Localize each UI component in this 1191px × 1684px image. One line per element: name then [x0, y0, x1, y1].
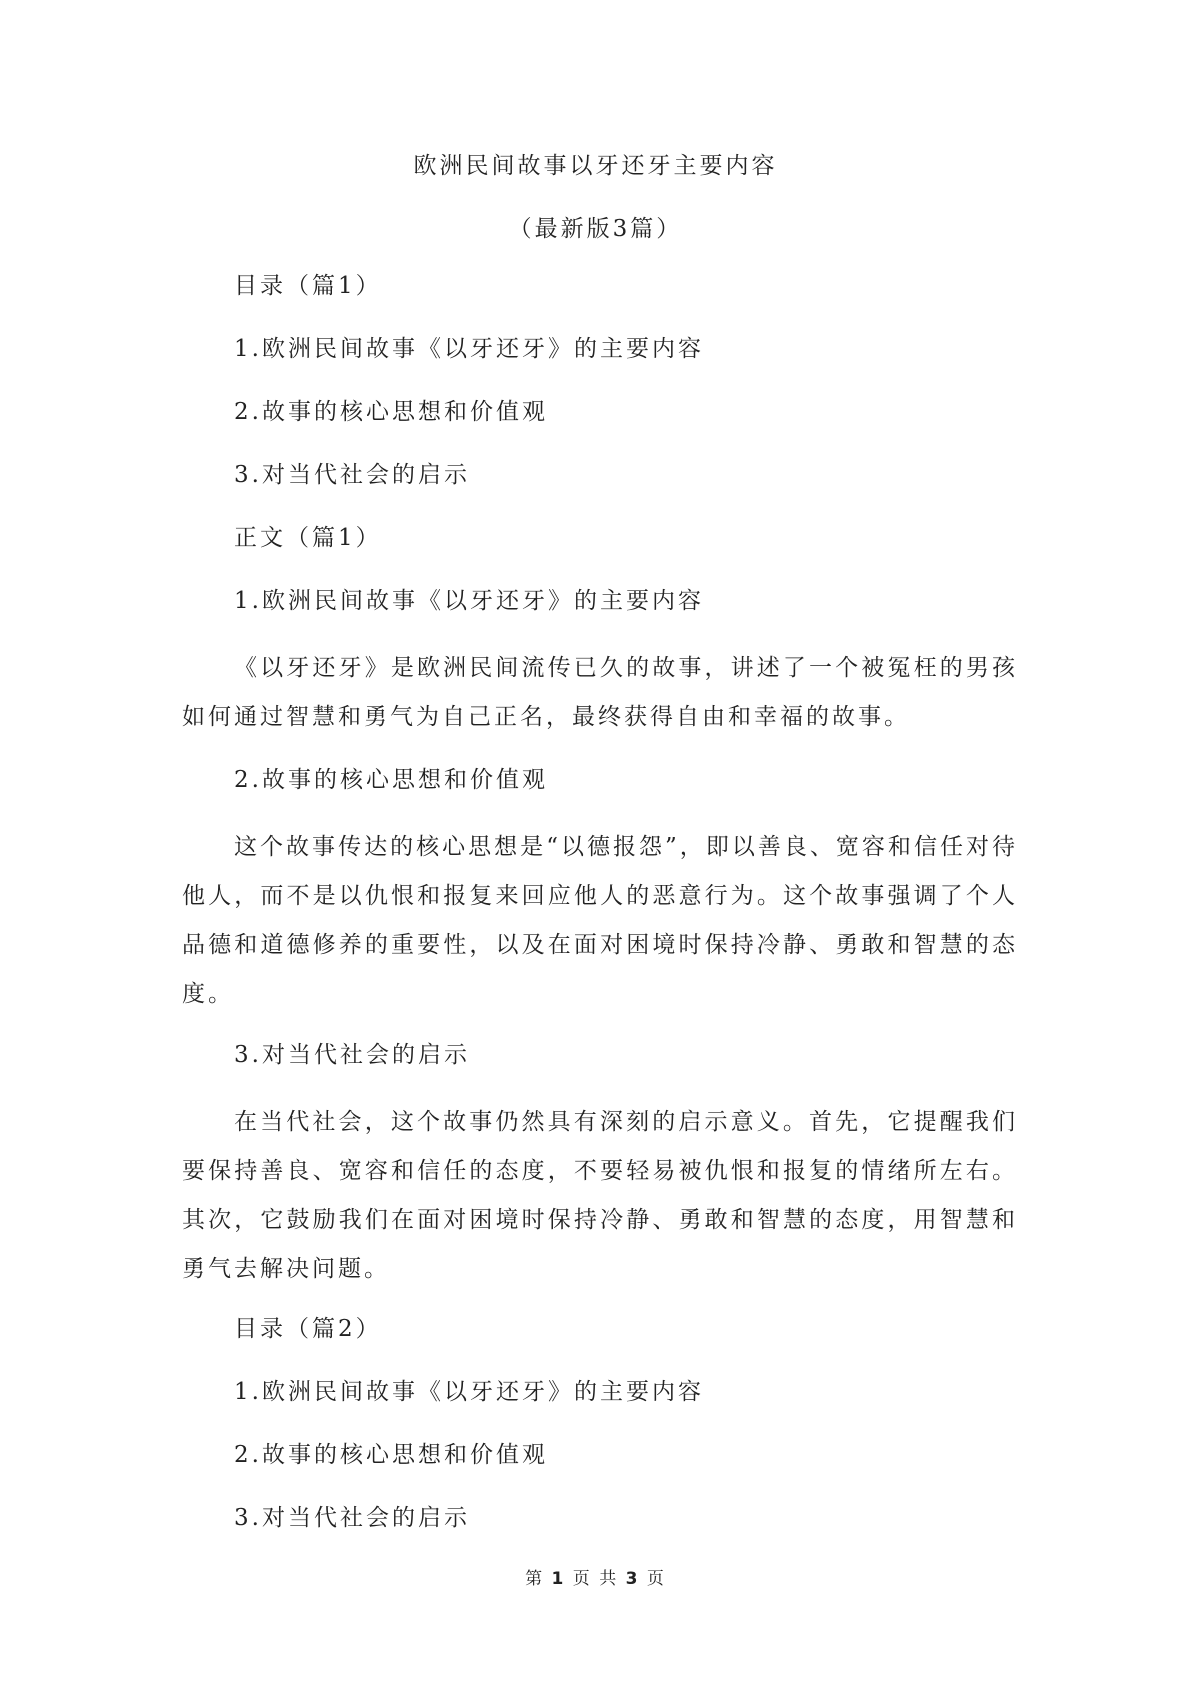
- body1-section1-heading: 1.欧洲民间故事《以牙还牙》的主要内容: [234, 588, 704, 614]
- body1-section2-heading: 2.故事的核心思想和价值观: [234, 767, 548, 793]
- toc1-item-2: 2.故事的核心思想和价值观: [234, 399, 548, 425]
- toc1-item-3: 3.对当代社会的启示: [234, 462, 470, 488]
- toc1-heading: 目录（篇1）: [234, 273, 382, 299]
- footer-total-pages: 3: [625, 1569, 640, 1589]
- toc2-item-1: 1.欧洲民间故事《以牙还牙》的主要内容: [234, 1379, 704, 1405]
- document-title: 欧洲民间故事以牙还牙主要内容: [413, 153, 778, 179]
- footer-prefix: 第: [525, 1569, 545, 1589]
- body1-section3-heading: 3.对当代社会的启示: [234, 1042, 470, 1068]
- page-footer: [0, 1568, 1191, 1590]
- footer-middle: 页 共: [572, 1569, 619, 1589]
- body1-section1-paragraph: 《以牙还牙》是欧洲民间流传已久的故事，讲述了一个被冤枉的男孩如何通过智慧和勇气为自己正名，最终获得自由和幸福的故事。: [182, 655, 1018, 730]
- body1-section3-paragraph: 在当代社会，这个故事仍然具有深刻的启示意义。首先，它提醒我们要保持善良、宽容和信任的态度，不要轻易被仇恨和报复的情绪所左右。其次，它鼓励我们在面对困境时保持冷静、勇敢和智慧的态度，用智慧和勇气去解决问题。: [182, 1109, 1018, 1282]
- toc2-heading: 目录（篇2）: [234, 1316, 382, 1342]
- footer-current-page: 1: [551, 1569, 566, 1589]
- document-subtitle: （最新版3篇）: [508, 216, 683, 242]
- toc2-item-2: 2.故事的核心思想和价值观: [234, 1442, 548, 1468]
- toc2-item-3: 3.对当代社会的启示: [234, 1505, 470, 1531]
- body1-heading: 正文（篇1）: [234, 525, 382, 551]
- body1-section2-paragraph: 这个故事传达的核心思想是“以德报怨”，即以善良、宽容和信任对待他人，而不是以仇恨和报复来回应他人的恶意行为。这个故事强调了个人品德和道德修养的重要性，以及在面对困境时保持冷静、勇敢和智慧的态度。: [182, 834, 1018, 1007]
- toc1-item-1: 1.欧洲民间故事《以牙还牙》的主要内容: [234, 336, 704, 362]
- footer-suffix: 页: [646, 1569, 666, 1589]
